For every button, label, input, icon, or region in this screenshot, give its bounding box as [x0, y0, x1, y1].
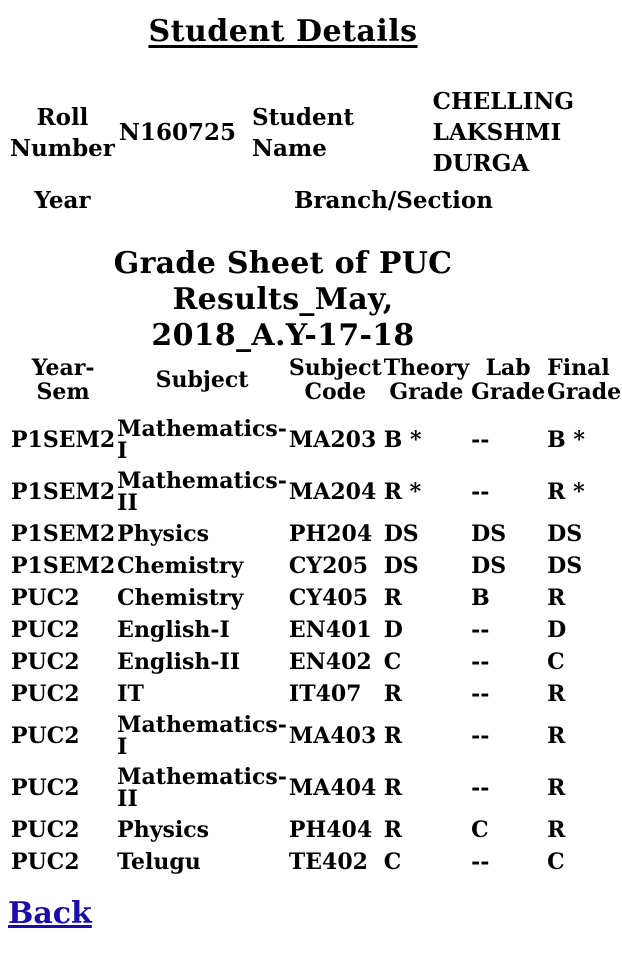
- grade-table: [10, 356, 622, 878]
- cell-sem: PUC2: [11, 849, 80, 875]
- student-name-line2: LAKSHMI: [432, 119, 562, 146]
- table-row: [10, 814, 622, 846]
- cell-subject: Mathematics-II: [117, 468, 287, 516]
- cell-subject: Mathematics-I: [117, 416, 287, 464]
- branch-section-label: Branch/Section: [293, 187, 493, 214]
- cell-lab: --: [471, 427, 490, 453]
- table-row: [10, 846, 622, 878]
- header-final-grade: [546, 356, 622, 414]
- grade-sheet-title-line2: 2018_A.Y-17-18: [151, 318, 415, 353]
- cell-code: CY405: [288, 585, 369, 611]
- cell-sem: P1SEM2: [11, 521, 116, 547]
- cell-final: DS: [547, 553, 583, 579]
- student-info-table: [8, 86, 576, 216]
- table-row: [10, 582, 622, 614]
- student-name-value: [431, 86, 576, 179]
- cell-lab: --: [471, 649, 490, 675]
- cell-lab: --: [471, 479, 490, 505]
- cell-final: D: [547, 617, 567, 643]
- cell-sem: PUC2: [11, 681, 80, 707]
- cell-final: R: [547, 775, 566, 801]
- cell-lab: DS: [471, 553, 507, 579]
- grade-table-body: [10, 414, 622, 878]
- cell-code: MA204: [288, 479, 377, 505]
- header-year-sem-1: Year-: [31, 355, 95, 381]
- student-info-row-2: [8, 179, 576, 216]
- year-value: [117, 179, 238, 216]
- cell-theory: D: [383, 617, 403, 643]
- header-final-2: Grade: [547, 379, 622, 405]
- cell-code: MA403: [288, 723, 377, 749]
- table-row: [10, 678, 622, 710]
- table-row: [10, 518, 622, 550]
- cell-code: TE402: [288, 849, 368, 875]
- cell-sem: PUC2: [11, 649, 80, 675]
- table-row: [10, 466, 622, 518]
- cell-sem: P1SEM2: [11, 427, 116, 453]
- header-theory-1: Theory: [383, 355, 470, 381]
- cell-theory: R: [383, 817, 402, 843]
- grade-table-header: [10, 356, 622, 414]
- student-name-line1: CHELLING: [432, 88, 574, 115]
- header-lab-grade: [470, 356, 546, 414]
- cell-subject: Chemistry: [117, 553, 244, 579]
- table-row: [10, 762, 622, 814]
- cell-theory: B *: [383, 427, 422, 453]
- cell-lab: --: [471, 723, 490, 749]
- table-row: [10, 414, 622, 466]
- cell-subject: Telugu: [117, 849, 201, 875]
- cell-sem: PUC2: [11, 617, 80, 643]
- cell-sem: P1SEM2: [11, 553, 116, 579]
- cell-final: R: [547, 585, 566, 611]
- cell-sem: P1SEM2: [11, 479, 116, 505]
- cell-subject: English-I: [117, 617, 230, 643]
- cell-code: PH404: [288, 817, 373, 843]
- cell-lab: --: [471, 681, 490, 707]
- roll-label-line2: Number: [10, 134, 115, 162]
- cell-subject: English-II: [117, 649, 241, 675]
- cell-theory: C: [383, 849, 402, 875]
- grade-sheet-title-line1: Grade Sheet of PUC Results_May,: [113, 246, 453, 317]
- cell-lab: --: [471, 849, 490, 875]
- cell-sem: PUC2: [11, 723, 80, 749]
- header-code-2: Code: [304, 379, 367, 405]
- cell-final: R *: [547, 479, 585, 505]
- header-final-1: Final: [547, 355, 610, 381]
- cell-code: CY205: [288, 553, 369, 579]
- roll-number-label: [8, 86, 117, 179]
- cell-code: EN401: [288, 617, 372, 643]
- cell-subject: Chemistry: [117, 585, 244, 611]
- cell-final: R: [547, 817, 566, 843]
- cell-final: R: [547, 723, 566, 749]
- cell-code: IT407: [288, 681, 362, 707]
- table-row: [10, 710, 622, 762]
- header-lab-2: Grade: [471, 379, 546, 405]
- cell-lab: --: [471, 775, 490, 801]
- roll-label-line1: Roll: [36, 103, 89, 131]
- cell-theory: C: [383, 649, 402, 675]
- cell-sem: PUC2: [11, 585, 80, 611]
- header-lab-1: Lab: [485, 355, 531, 381]
- cell-theory: DS: [383, 553, 419, 579]
- table-row: [10, 646, 622, 678]
- cell-subject: Mathematics-I: [117, 712, 287, 760]
- cell-code: EN402: [288, 649, 372, 675]
- cell-subject: Mathematics-II: [117, 764, 287, 812]
- cell-sem: PUC2: [11, 817, 80, 843]
- student-name-line3: DURGA: [432, 150, 530, 177]
- cell-subject: Physics: [117, 817, 210, 843]
- header-theory-grade: [383, 356, 470, 414]
- header-subject-code: [288, 356, 383, 414]
- student-info-row: [8, 86, 576, 179]
- table-row: [10, 550, 622, 582]
- back-link[interactable]: Back: [8, 896, 92, 931]
- cell-theory: R: [383, 775, 402, 801]
- cell-lab: C: [471, 817, 489, 843]
- header-year-sem: [10, 356, 116, 414]
- cell-final: R: [547, 681, 566, 707]
- cell-code: PH204: [288, 521, 373, 547]
- cell-final: C: [547, 849, 565, 875]
- cell-code: MA404: [288, 775, 377, 801]
- table-row: [10, 614, 622, 646]
- cell-code: MA203: [288, 427, 377, 453]
- roll-number-value: N160725: [118, 119, 236, 146]
- header-theory-2: Grade: [389, 379, 464, 405]
- cell-theory: R: [383, 723, 402, 749]
- cell-final: DS: [547, 521, 583, 547]
- cell-sem: PUC2: [11, 775, 80, 801]
- cell-theory: R: [383, 681, 402, 707]
- cell-theory: DS: [383, 521, 419, 547]
- header-year-sem-2: Sem: [36, 379, 90, 405]
- student-name-label: Student Name: [251, 103, 354, 162]
- cell-final: B *: [547, 427, 585, 453]
- cell-theory: R *: [383, 479, 422, 505]
- cell-lab: --: [471, 617, 490, 643]
- cell-subject: IT: [117, 681, 144, 707]
- cell-final: C: [547, 649, 565, 675]
- header-subject: Subject: [155, 367, 249, 393]
- cell-theory: R: [383, 585, 402, 611]
- header-code-1: Subject: [288, 355, 382, 381]
- grade-sheet-title: [0, 246, 566, 354]
- page-title: Student Details: [148, 14, 418, 49]
- cell-lab: B: [471, 585, 490, 611]
- year-label: Year: [34, 187, 91, 214]
- cell-lab: DS: [471, 521, 507, 547]
- cell-subject: Physics: [117, 521, 210, 547]
